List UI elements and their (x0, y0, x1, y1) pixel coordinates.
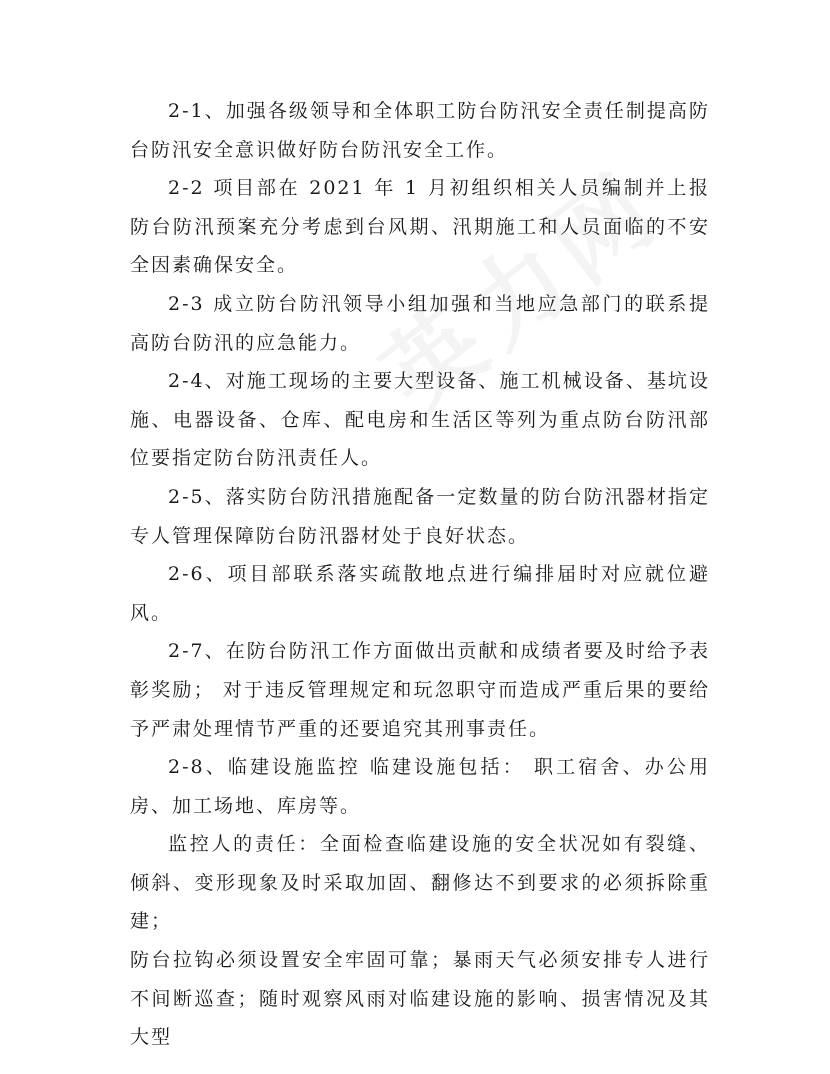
document-body (130, 92, 710, 1057)
paragraph-2-4: 2-4、对施工现场的主要大型设备、施工机械设备、基坑设施、电器设备、仓库、配电房和生活区等列为重点防台防汛部位要指定防台防汛责任人。 (130, 370, 710, 470)
paragraph-monitor-duty-continued: 防台拉钩必须设置安全牢固可靠；暴雨天气必须安排专人进行不间断巡查；随时观察风雨对临建设施的影响、损害情况及其大型 (130, 949, 710, 1049)
paragraph-monitor-duty: 监控人的责任：全面检查临建设施的安全状况如有裂缝、倾斜、变形现象及时采取加固、翻修达不到要求的必须拆除重建； (130, 833, 710, 933)
paragraph-2-1: 2-1、加强各级领导和全体职工防台防汛安全责任制提高防台防汛安全意识做好防台防汛安全工作。 (130, 100, 710, 161)
paragraph-2-3: 2-3 成立防台防汛领导小组加强和当地应急部门的联系提高防台防汛的应急能力。 (130, 292, 710, 354)
paragraph-2-8: 2-8、临建设施监控 临建设施包括： 职工宿舍、办公用房、加工场地、库房等。 (130, 756, 710, 817)
paragraph-2-5: 2-5、落实防台防汛措施配备一定数量的防台防汛器材指定专人管理保障防台防汛器材处于良好状态。 (130, 485, 710, 547)
paragraph-2-6: 2-6、项目部联系落实疏散地点进行编排届时对应就位避风。 (130, 563, 710, 624)
paragraph-2-2: 2-2 项目部在 2021 年 1 月初组织相关人员编制并上报防台防汛预案充分考虑到台风期、汛期施工和人员面临的不安全因素确保安全。 (130, 177, 710, 277)
paragraph-2-7: 2-7、在防台防汛工作方面做出贡献和成绩者要及时给予表彰奖励； 对于违反管理规定和玩忽职守而造成严重后果的要给予严肃处理情节严重的还要追究其刑事责任。 (130, 640, 710, 740)
